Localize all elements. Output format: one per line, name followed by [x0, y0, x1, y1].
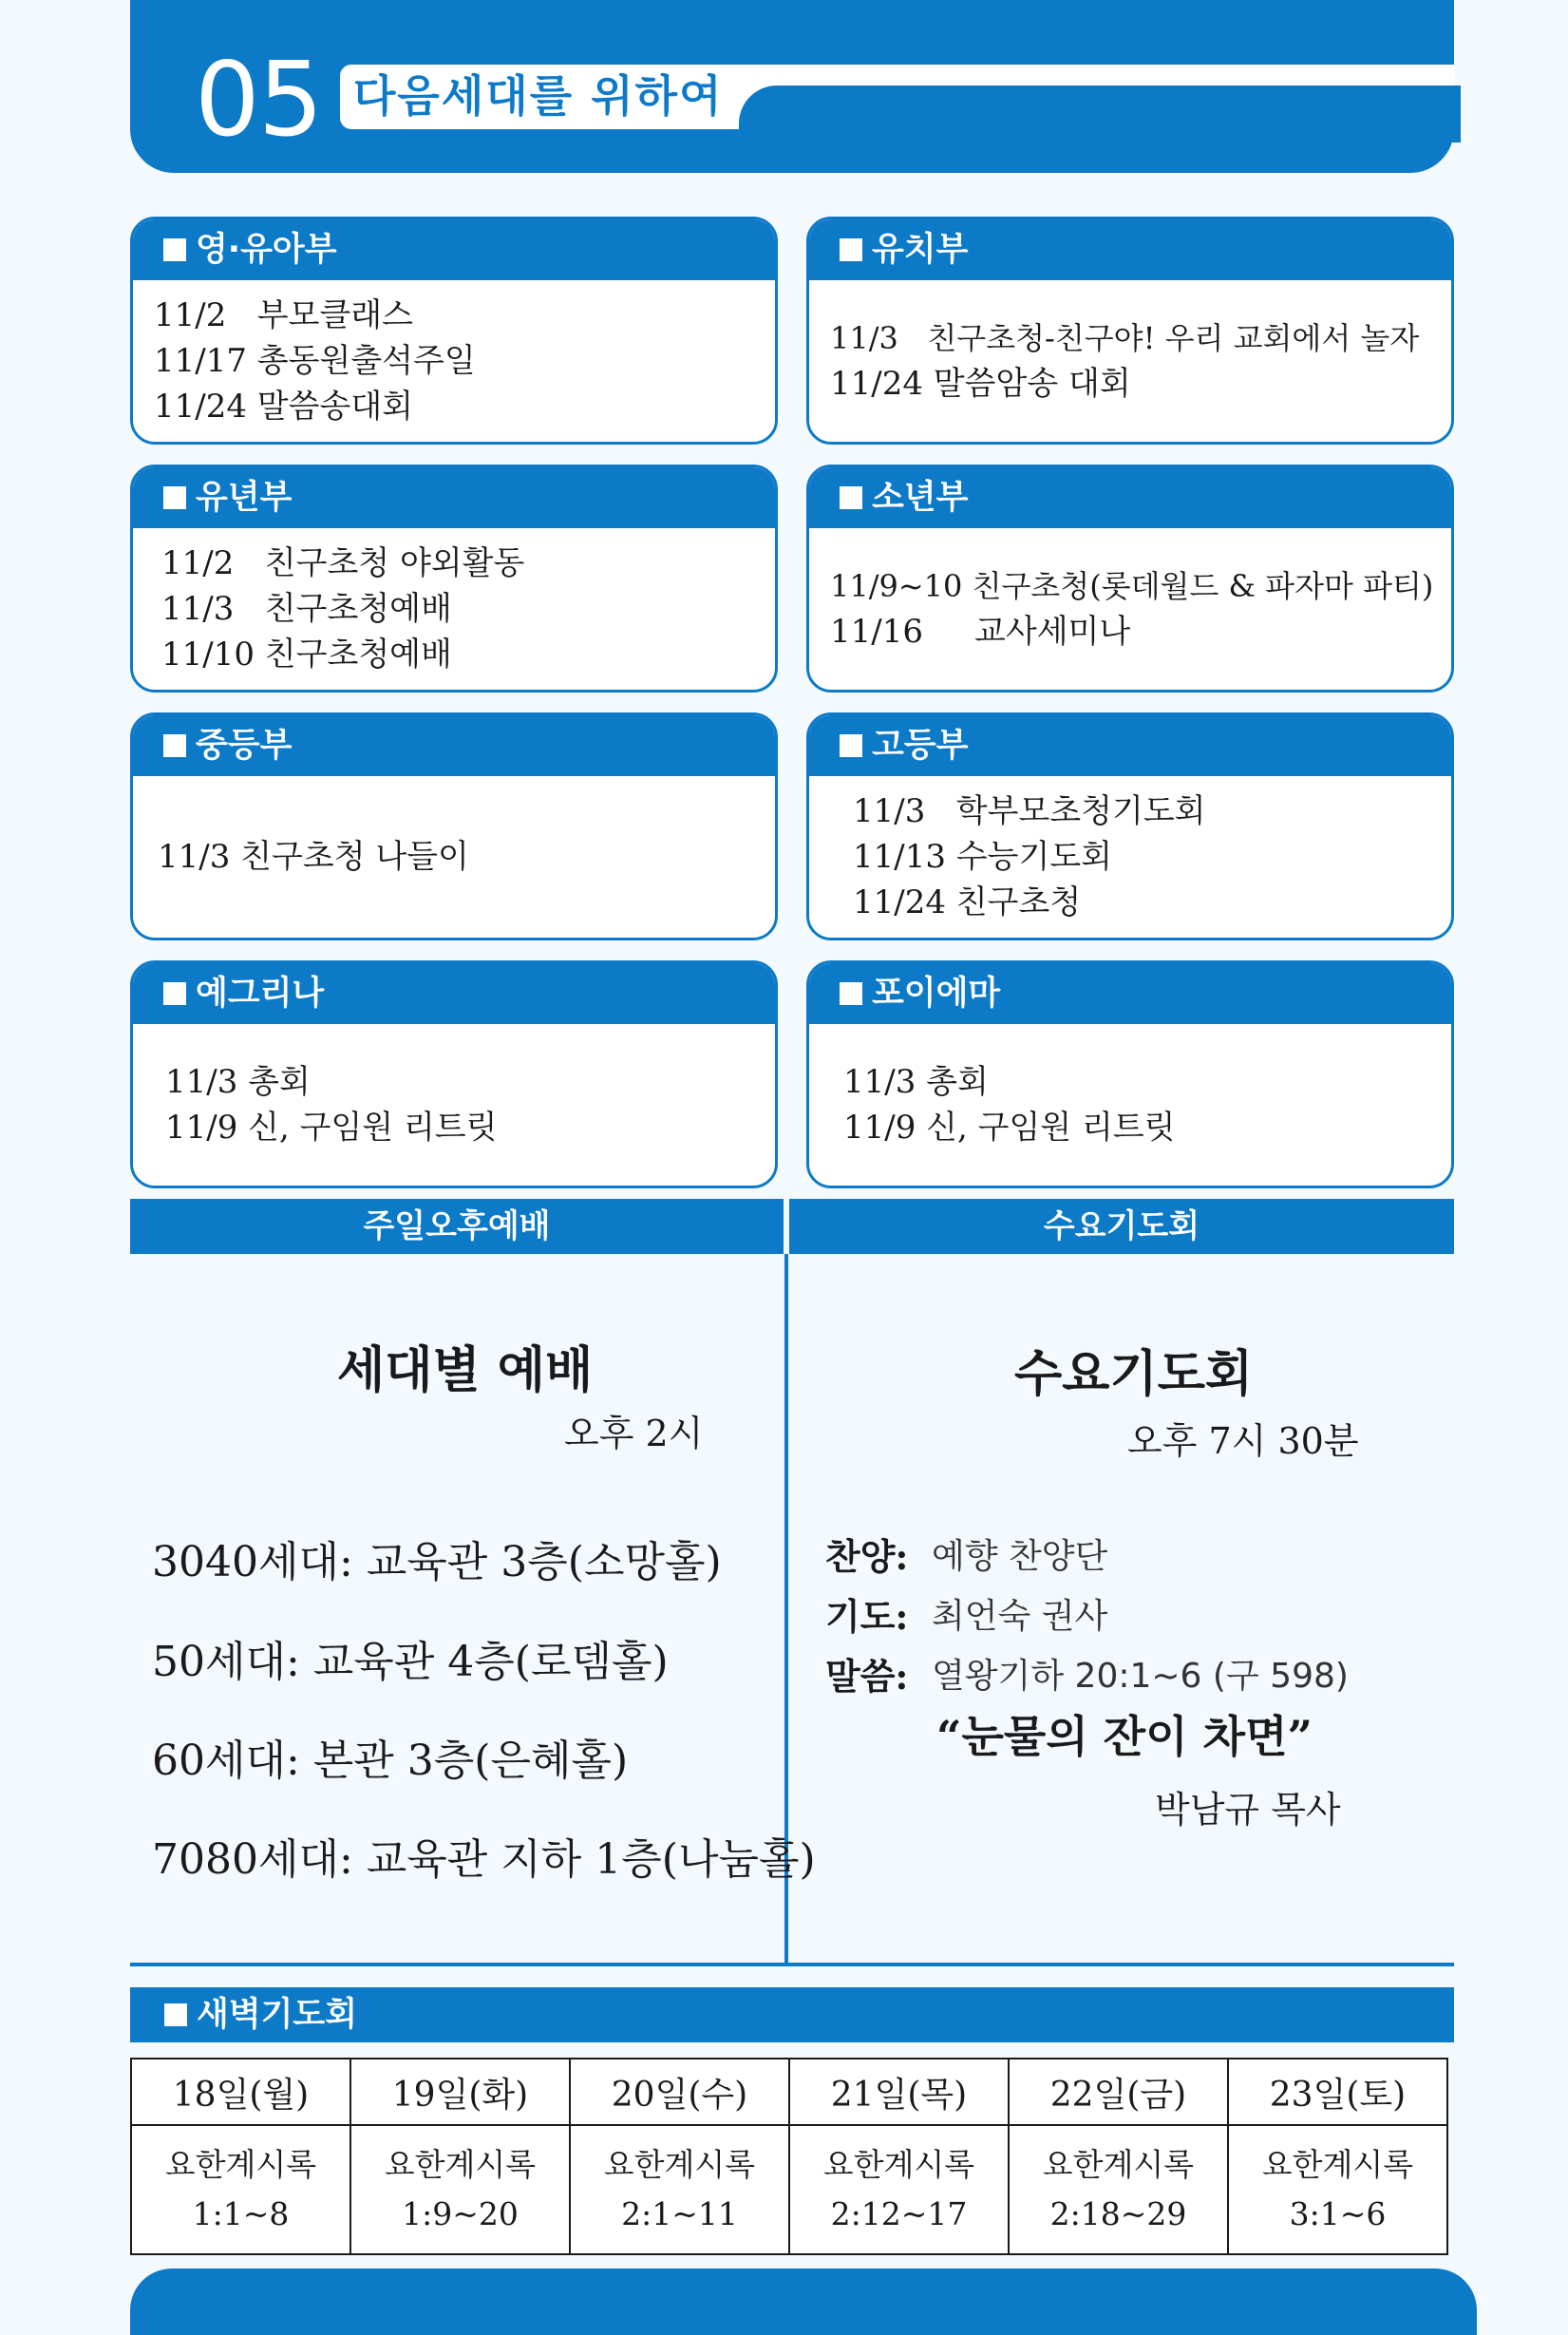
dept-card-primary: [130, 465, 778, 693]
dept-card-header: [809, 963, 1451, 1024]
section-number: 05: [195, 41, 322, 160]
dept-card-header: [133, 963, 775, 1024]
dept-name: 유년부: [196, 479, 293, 517]
day-cell: 23일(토): [1228, 2059, 1447, 2125]
passage-cell: [1228, 2125, 1447, 2254]
generation-room: 60세대: 본관 3층(은혜홀): [152, 1737, 629, 1785]
footer-band: [130, 2269, 1477, 2335]
passage-ref: 1:9~20: [402, 2195, 519, 2232]
dept-event: 11/2 친구초청 야외활동: [161, 544, 525, 582]
dawn-prayer-title: 새벽기도회: [197, 1996, 358, 2034]
dept-name: 포이에마: [872, 975, 1001, 1013]
dept-card-high-school: [806, 712, 1454, 940]
passage-ref: 2:18~29: [1049, 2195, 1187, 2232]
generation-room: 50세대: 교육관 4층(로뎀홀): [152, 1638, 669, 1686]
dept-card-header: [133, 467, 775, 528]
book-name: 요한계시록: [822, 2146, 975, 2183]
dept-event: 11/3 친구초청-친구야! 우리 교회에서 놀자: [830, 320, 1420, 356]
dept-event: 11/9 신, 구임원 리트릿: [843, 1109, 1176, 1147]
passage-cell: [789, 2125, 1009, 2254]
square-bullet-icon: [840, 486, 862, 509]
sunday-service-title: 세대별 예배: [337, 1341, 594, 1399]
word-label: 말씀:: [825, 1655, 909, 1698]
passage-ref: 3:1~6: [1289, 2195, 1387, 2232]
square-bullet-icon: [840, 982, 862, 1005]
table-row: [131, 2125, 1447, 2254]
dawn-prayer-header: [130, 1987, 1454, 2042]
day-cell: 18일(월): [131, 2059, 350, 2125]
square-bullet-icon: [164, 2003, 187, 2026]
wednesday-service-title: 수요기도회: [1014, 1345, 1254, 1403]
book-name: 요한계시록: [603, 2146, 756, 2183]
dept-event: 11/9 신, 구임원 리트릿: [165, 1109, 498, 1147]
praise-value: 예향 찬양단: [932, 1537, 1108, 1576]
dept-card-header: [809, 715, 1451, 776]
square-bullet-icon: [163, 486, 186, 509]
dept-name: 소년부: [872, 479, 969, 517]
sermon-title: “눈물의 잔이 차면”: [936, 1711, 1313, 1762]
passage-ref: 2:1~11: [621, 2195, 738, 2232]
passage-cell: [350, 2125, 570, 2254]
book-name: 요한계시록: [164, 2146, 317, 2183]
dept-name: 중등부: [196, 727, 293, 765]
dept-event: 11/3 친구초청 나들이: [158, 838, 469, 876]
dept-card-junior: [806, 465, 1454, 693]
dept-event: 11/24 말씀암송 대회: [830, 365, 1131, 403]
prayer-label: 기도:: [825, 1595, 909, 1638]
dept-event: 11/3 총회: [843, 1063, 989, 1101]
dept-name: 예그리나: [196, 975, 325, 1013]
table-row: [131, 2059, 1447, 2125]
passage-cell: [570, 2125, 789, 2254]
square-bullet-icon: [840, 238, 862, 261]
praise-label: 찬양:: [825, 1535, 909, 1578]
square-bullet-icon: [840, 734, 862, 757]
wednesday-service-time: 오후 7시 30분: [1127, 1420, 1359, 1462]
dept-card-middle-school: [130, 712, 778, 940]
generation-room: 7080세대: 교육관 지하 1층(나눔홀): [152, 1835, 816, 1884]
sunday-service-time: 오후 2시: [564, 1413, 704, 1454]
dept-card-yegrina: [130, 960, 778, 1188]
dept-event: 11/3 총회: [165, 1063, 311, 1101]
dept-card-header: [809, 467, 1451, 528]
dept-event: 11/9~10 친구초청(롯데월드 & 파자마 파티): [830, 568, 1434, 604]
dept-event: 11/3 학부모초청기도회: [853, 792, 1206, 830]
dept-card-kindergarten: [806, 217, 1454, 445]
dept-event: 11/16 교사세미나: [830, 613, 1131, 651]
dept-card-poiema: [806, 960, 1454, 1188]
book-name: 요한계시록: [1042, 2146, 1195, 2183]
square-bullet-icon: [163, 734, 186, 757]
day-cell: 19일(화): [350, 2059, 570, 2125]
section-title: 다음세대를 위하여: [353, 70, 724, 122]
wednesday-service-header: 수요기도회: [789, 1199, 1454, 1254]
dept-card-header: [133, 219, 775, 280]
day-cell: 22일(금): [1009, 2059, 1228, 2125]
dept-event: 11/24 말씀송대회: [154, 388, 414, 426]
dept-card-infant: [130, 217, 778, 445]
word-value: 열왕기하 20:1~6 (구 598): [932, 1657, 1349, 1696]
dept-name: 유치부: [872, 231, 969, 269]
section-divider: [130, 1963, 1454, 1966]
dept-event: 11/17 총동원출석주일: [154, 342, 476, 380]
dept-name: 영·유아부: [196, 231, 337, 269]
dept-card-header: [809, 219, 1451, 280]
passage-ref: 1:1~8: [192, 2195, 290, 2232]
generation-room: 3040세대: 교육관 3층(소망홀): [152, 1538, 722, 1586]
day-cell: 20일(수): [570, 2059, 789, 2125]
square-bullet-icon: [163, 982, 186, 1005]
book-name: 요한계시록: [384, 2146, 537, 2183]
prayer-value: 최언숙 권사: [932, 1597, 1108, 1636]
preacher: 박남규 목사: [1155, 1789, 1341, 1831]
dept-name: 고등부: [872, 727, 969, 765]
book-name: 요한계시록: [1261, 2146, 1414, 2183]
passage-ref: 2:12~17: [830, 2195, 968, 2232]
dept-card-header: [133, 715, 775, 776]
dept-event: 11/2 부모클래스: [154, 296, 413, 334]
dawn-prayer-table: [130, 2058, 1448, 2255]
passage-cell: [131, 2125, 350, 2254]
day-cell: 21일(목): [789, 2059, 1009, 2125]
dept-event: 11/13 수능기도회: [853, 838, 1113, 876]
sunday-service-header: 주일오후예배: [130, 1199, 784, 1254]
dept-event: 11/3 친구초청예배: [161, 590, 452, 628]
passage-cell: [1009, 2125, 1228, 2254]
dept-event: 11/10 친구초청예배: [161, 636, 452, 674]
square-bullet-icon: [163, 238, 186, 261]
dept-event: 11/24 친구초청: [853, 883, 1082, 921]
